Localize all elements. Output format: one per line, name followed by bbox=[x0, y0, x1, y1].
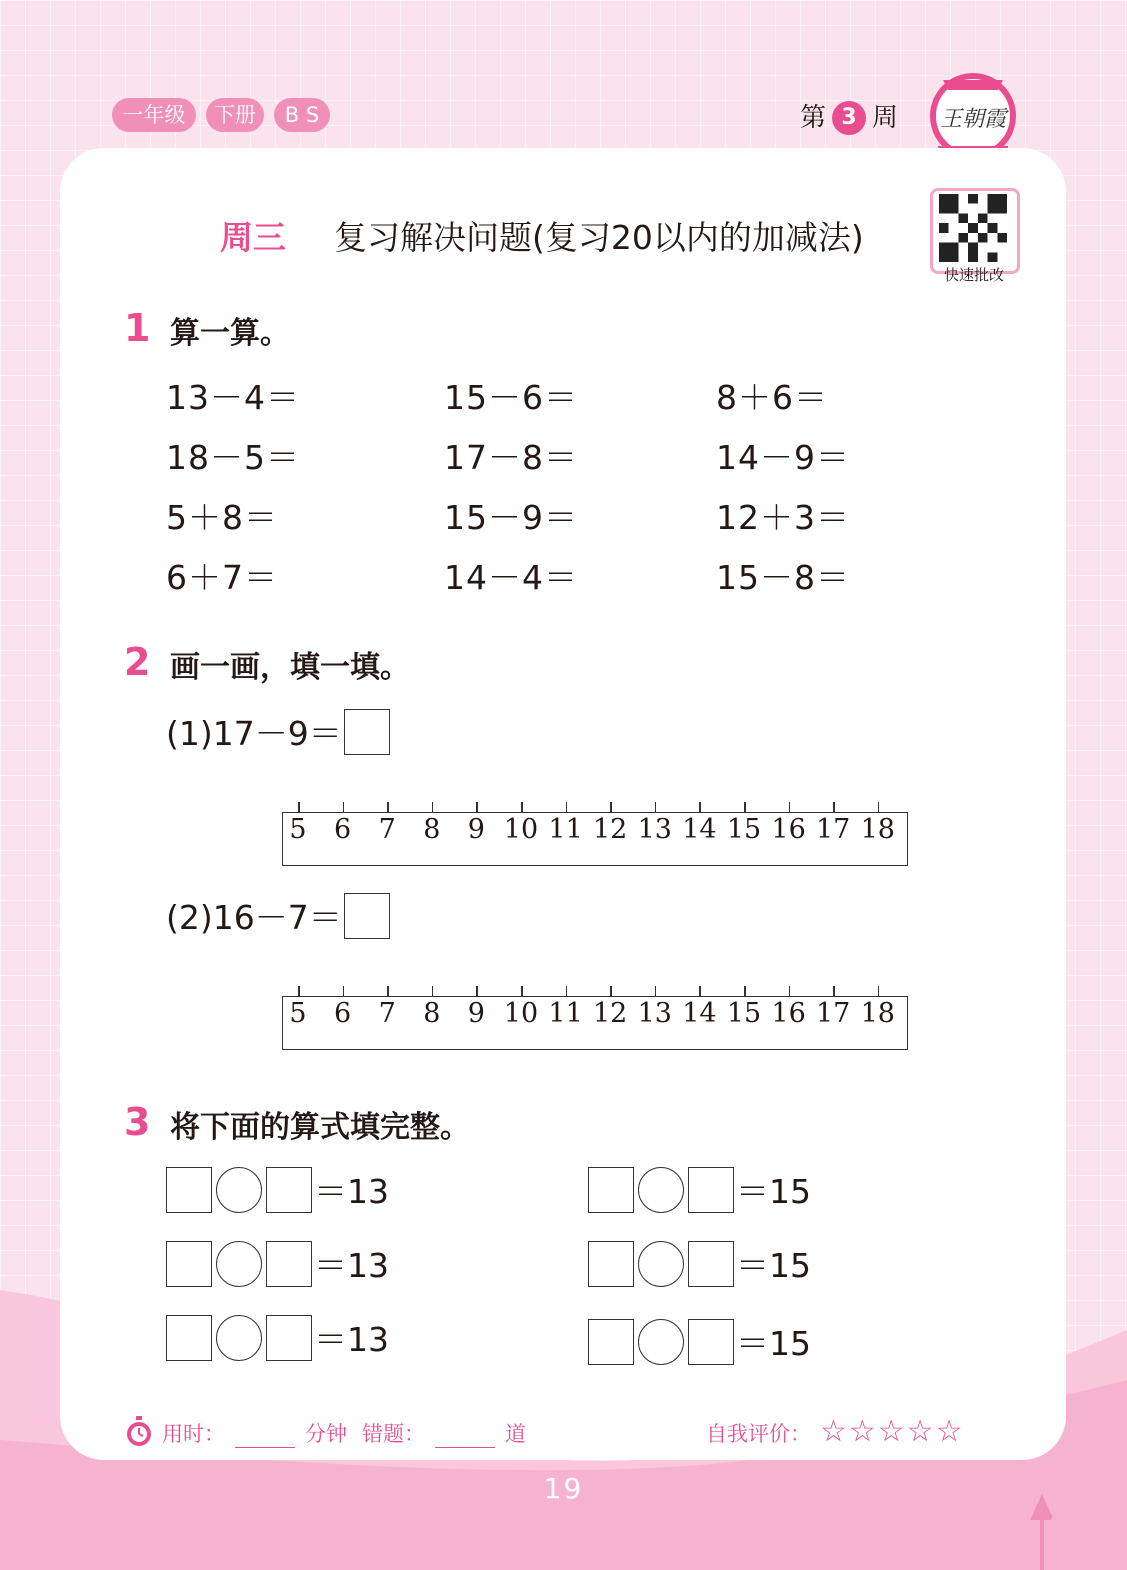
number-line-tick bbox=[298, 802, 300, 813]
number-line-tick bbox=[432, 802, 434, 813]
equation-result: ＝13 bbox=[314, 1172, 389, 1211]
subquestion-1-equation: (1)17－9＝ bbox=[166, 714, 342, 753]
number-line-label: 12 bbox=[593, 998, 628, 1029]
number-line-label: 13 bbox=[637, 998, 672, 1029]
number-line-tick bbox=[343, 986, 345, 997]
number-line-tick bbox=[789, 802, 791, 813]
number-line-label: 9 bbox=[467, 814, 485, 845]
fill-equation-row bbox=[166, 1166, 389, 1213]
number-line-tick bbox=[566, 802, 568, 813]
error-count bbox=[362, 1418, 526, 1448]
time-label: 用时： bbox=[162, 1422, 225, 1446]
equation: 15－9＝ bbox=[444, 498, 578, 537]
answer-box[interactable] bbox=[166, 1167, 212, 1213]
equation: 5＋8＝ bbox=[166, 498, 278, 537]
answer-box[interactable] bbox=[588, 1319, 634, 1365]
question-1-title: 算一算。 bbox=[170, 316, 290, 351]
number-line-label: 17 bbox=[816, 814, 851, 845]
number-line-label: 13 bbox=[637, 814, 672, 845]
stopwatch-icon bbox=[124, 1416, 154, 1448]
error-unit: 道 bbox=[505, 1422, 526, 1446]
answer-box[interactable] bbox=[688, 1167, 734, 1213]
time-spent bbox=[162, 1418, 347, 1448]
number-line-label: 11 bbox=[548, 998, 583, 1029]
answer-box[interactable] bbox=[166, 1315, 212, 1361]
number-line-label: 9 bbox=[467, 998, 485, 1029]
question-1-number: 1 bbox=[124, 306, 151, 350]
equation: 13－4＝ bbox=[166, 378, 300, 417]
number-line-tick bbox=[610, 802, 612, 813]
week-prefix: 第 bbox=[800, 103, 827, 133]
number-line-tick bbox=[521, 802, 523, 813]
equation: 12＋3＝ bbox=[716, 498, 850, 537]
rating-stars[interactable]: ☆☆☆☆☆ bbox=[820, 1414, 965, 1449]
week-indicator bbox=[800, 98, 898, 138]
grade-tag: 一年级 bbox=[112, 98, 196, 132]
number-line-tick bbox=[833, 802, 835, 813]
number-line-label: 10 bbox=[503, 998, 539, 1029]
number-line-tick bbox=[833, 986, 835, 997]
number-line-label: 16 bbox=[771, 998, 806, 1029]
number-line-tick bbox=[476, 802, 478, 813]
number-line-tick bbox=[878, 986, 880, 997]
fill-equation-row bbox=[588, 1240, 811, 1287]
number-line-label: 7 bbox=[378, 814, 396, 845]
svg-text:王朝霞: 王朝霞 bbox=[939, 107, 1007, 132]
equation: 15－6＝ bbox=[444, 378, 578, 417]
time-blank[interactable] bbox=[235, 1425, 295, 1448]
arrow-up-icon bbox=[1030, 1490, 1074, 1570]
answer-box[interactable] bbox=[588, 1241, 634, 1287]
qr-code-icon[interactable] bbox=[938, 194, 1008, 262]
number-line[interactable] bbox=[282, 996, 908, 1050]
answer-box[interactable] bbox=[266, 1315, 312, 1361]
subquestion-1 bbox=[166, 708, 390, 755]
number-line-tick bbox=[878, 802, 880, 813]
operator-circle[interactable] bbox=[216, 1315, 262, 1361]
error-label: 错题： bbox=[362, 1422, 425, 1446]
operator-circle[interactable] bbox=[638, 1167, 684, 1213]
number-line-label: 7 bbox=[378, 998, 396, 1029]
number-line-label: 15 bbox=[726, 998, 762, 1029]
answer-box[interactable] bbox=[166, 1241, 212, 1287]
week-number: 3 bbox=[832, 101, 866, 135]
number-line[interactable] bbox=[282, 812, 908, 866]
number-line-tick bbox=[610, 986, 612, 997]
answer-box[interactable] bbox=[688, 1319, 734, 1365]
equation-result: ＝15 bbox=[736, 1172, 811, 1211]
fill-equation-row bbox=[588, 1318, 811, 1365]
equation: 15－8＝ bbox=[716, 558, 850, 597]
number-line-label: 10 bbox=[503, 814, 539, 845]
equation: 17－8＝ bbox=[444, 438, 578, 477]
number-line-tick bbox=[432, 986, 434, 997]
equation-result: ＝15 bbox=[736, 1324, 811, 1363]
qr-label: 快速批改 bbox=[943, 266, 1004, 284]
number-line-label: 18 bbox=[860, 814, 895, 845]
answer-box[interactable] bbox=[344, 893, 390, 939]
operator-circle[interactable] bbox=[216, 1167, 262, 1213]
number-line-label: 5 bbox=[289, 998, 307, 1029]
equation: 14－9＝ bbox=[716, 438, 850, 477]
equation-result: ＝13 bbox=[314, 1320, 389, 1359]
operator-circle[interactable] bbox=[216, 1241, 262, 1287]
edition-tag: B S bbox=[274, 98, 330, 132]
number-line-tick bbox=[387, 986, 389, 997]
equation: 14－4＝ bbox=[444, 558, 578, 597]
equation-result: ＝13 bbox=[314, 1246, 389, 1285]
number-line-label: 6 bbox=[334, 814, 352, 845]
number-line-label: 14 bbox=[682, 998, 717, 1029]
number-line-tick bbox=[387, 802, 389, 813]
lesson-title: 复习解决问题(复习20以内的加减法) bbox=[334, 218, 864, 257]
number-line-label: 17 bbox=[816, 998, 851, 1029]
fill-equation-row bbox=[166, 1240, 389, 1287]
question-2-number: 2 bbox=[124, 640, 151, 684]
subquestion-2-equation: (2)16－7＝ bbox=[166, 898, 342, 937]
number-line-label: 6 bbox=[334, 998, 352, 1029]
number-line-tick bbox=[655, 986, 657, 997]
number-line-label: 8 bbox=[423, 998, 441, 1029]
operator-circle[interactable] bbox=[638, 1241, 684, 1287]
number-line-tick bbox=[744, 802, 746, 813]
number-line-tick bbox=[744, 986, 746, 997]
equation: 6＋7＝ bbox=[166, 558, 278, 597]
number-line-tick bbox=[566, 986, 568, 997]
operator-circle[interactable] bbox=[638, 1319, 684, 1365]
number-line-label: 18 bbox=[860, 998, 895, 1029]
equation: 8＋6＝ bbox=[716, 378, 828, 417]
volume-tag: 下册 bbox=[206, 98, 264, 132]
number-line-tick bbox=[298, 986, 300, 997]
answer-box[interactable] bbox=[266, 1167, 312, 1213]
number-line-label: 8 bbox=[423, 814, 441, 845]
number-line-label: 16 bbox=[771, 814, 806, 845]
answer-box[interactable] bbox=[266, 1241, 312, 1287]
number-line-tick bbox=[655, 802, 657, 813]
lesson-day: 周三 bbox=[220, 218, 286, 257]
answer-box[interactable] bbox=[344, 709, 390, 755]
subquestion-2 bbox=[166, 892, 390, 939]
question-3-title: 将下面的算式填完整。 bbox=[170, 1110, 470, 1145]
number-line-tick bbox=[476, 986, 478, 997]
error-blank[interactable] bbox=[435, 1425, 495, 1448]
number-line-label: 14 bbox=[682, 814, 717, 845]
number-line-tick bbox=[343, 802, 345, 813]
question-3-number: 3 bbox=[124, 1100, 151, 1144]
number-line-label: 5 bbox=[289, 814, 307, 845]
answer-box[interactable] bbox=[688, 1241, 734, 1287]
number-line-label: 15 bbox=[726, 814, 762, 845]
question-2-title: 画一画，填一填。 bbox=[170, 650, 410, 685]
equation: 18－5＝ bbox=[166, 438, 300, 477]
fill-equation-row bbox=[588, 1166, 811, 1213]
number-line-tick bbox=[789, 986, 791, 997]
week-suffix: 周 bbox=[872, 103, 899, 133]
number-line-tick bbox=[699, 986, 701, 997]
number-line-label: 11 bbox=[548, 814, 583, 845]
page-number: 19 bbox=[543, 1472, 584, 1505]
self-evaluation-label: 自我评价： bbox=[706, 1422, 811, 1446]
number-line-tick bbox=[521, 986, 523, 997]
answer-box[interactable] bbox=[588, 1167, 634, 1213]
time-unit: 分钟 bbox=[305, 1422, 347, 1446]
number-line-tick bbox=[699, 802, 701, 813]
number-line-label: 12 bbox=[593, 814, 628, 845]
fill-equation-row bbox=[166, 1314, 389, 1361]
equation-result: ＝15 bbox=[736, 1246, 811, 1285]
